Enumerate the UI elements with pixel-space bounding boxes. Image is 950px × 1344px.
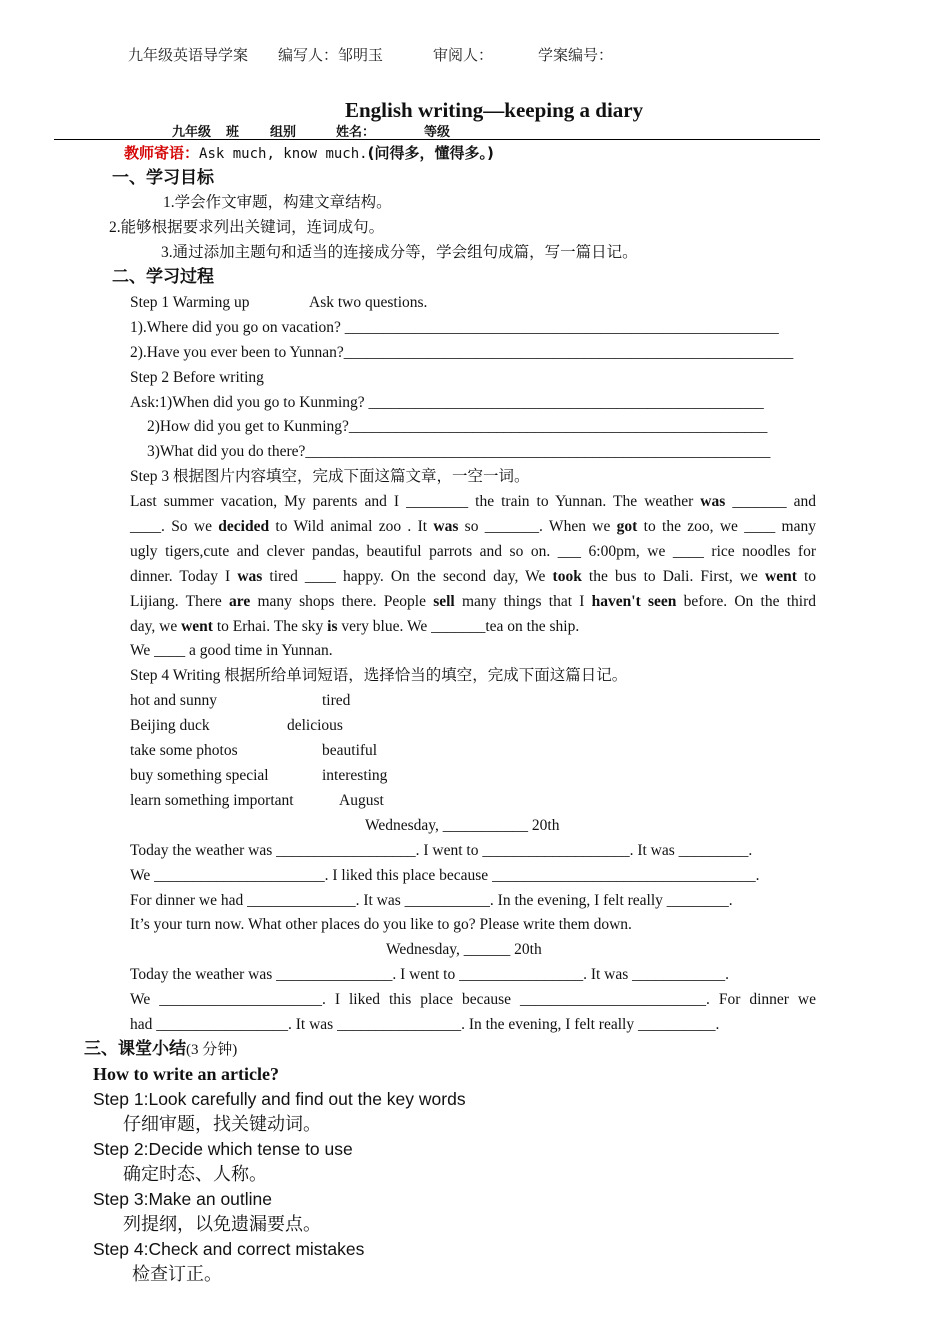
goal-2: 2.能够根据要求列出关键词，连词成句。 (109, 219, 385, 236)
info-group: 组别 (270, 125, 297, 140)
ask-3: 3)What did you do there?____________________________________________________________ (147, 443, 771, 460)
question-2: 2).Have you ever been to Yunnan?__________________________________________________________ (130, 344, 794, 361)
summary-step-en: Step 4:Check and correct mistakes (93, 1239, 365, 1259)
step1-task: Ask two questions. (309, 294, 428, 311)
teacher-message-text: Ask much, know much. (199, 146, 368, 162)
summary-step-cn: 列提纲，以免遗漏要点。 (123, 1214, 321, 1234)
word-list-item: interesting (322, 767, 388, 784)
header-case-no: 学案编号： (538, 48, 614, 64)
passage-line: ____. So we decided to Wild animal zoo . It was so _______. When we got to the zoo, we ____ many (130, 518, 816, 535)
diary2-line: had _________________. It was ________________. In the evening, I felt really __________. (130, 1016, 720, 1033)
diary1-date: Wednesday, ___________ 20th (365, 817, 560, 834)
section3-heading: 三、课堂小结(3 分钟) (84, 1039, 238, 1059)
step2-label: Step 2 Before writing (130, 369, 264, 386)
teacher-message-cn: (问得多，懂得多。) (367, 144, 494, 162)
passage-line: ugly tigers,cute and clever pandas, beautiful parrots and so on. ___ 6:00pm, we ____ rice noodles for (130, 543, 816, 560)
word-list-item: buy something special (130, 767, 269, 784)
answer-blank[interactable]: ___________________________________________________ (368, 394, 764, 411)
passage-line: Lijiang. There are many shops there. People sell many things that I haven't seen before. On the third (130, 593, 816, 610)
word-list-item: beautiful (322, 742, 378, 759)
summary-step-cn: 仔细审题，找关键动词。 (123, 1114, 321, 1134)
teacher-message (124, 143, 494, 164)
section2-heading: 二、学习过程 (112, 267, 214, 287)
your-turn-prompt: It’s your turn now. What other places do you like to go? Please write them down. (130, 916, 632, 933)
step3-label: Step 3 根据图片内容填空，完成下面这篇文章，一空一词。 (130, 468, 530, 485)
diary2-line: We _____________________. I liked this place because ________________________. For dinner we (130, 991, 816, 1008)
word-list-item: delicious (287, 717, 343, 734)
diary1-line: For dinner we had ______________. It was ___________. In the evening, I felt really ________. (130, 892, 733, 909)
answer-blank[interactable]: ________________________________________________________ (344, 319, 779, 336)
summary-step-cn: 检查订正。 (132, 1264, 222, 1284)
answer-blank[interactable]: __________________________________________________________ (343, 344, 794, 361)
diary2-date: Wednesday, ______ 20th (386, 941, 542, 958)
summary-step-en: Step 2:Decide which tense to use (93, 1139, 353, 1159)
word-list-item: Beijing duck (130, 717, 210, 734)
summary-step-en: Step 1:Look carefully and find out the key words (93, 1089, 466, 1109)
passage-line: We ____ a good time in Yunnan. (130, 642, 333, 659)
diary1-line: Today the weather was __________________. I went to ___________________. It was _________. (130, 842, 753, 859)
diary2-line: Today the weather was _______________. I went to ________________. It was ____________. (130, 966, 730, 983)
word-list-item: take some photos (130, 742, 238, 759)
info-level: 等级 (424, 125, 451, 140)
title-rule (54, 139, 820, 140)
word-list-item: hot and sunny (130, 692, 217, 709)
answer-blank[interactable]: ______________________________________________________ (348, 418, 768, 435)
info-class: 班 (226, 125, 240, 140)
info-name: 姓名： (336, 125, 376, 140)
word-list-item: learn something important (130, 792, 294, 809)
ask-2: 2)How did you get to Kunming?______________________________________________________ (147, 418, 768, 435)
word-list-item: tired (322, 692, 351, 709)
question-1: 1).Where did you go on vacation? ________________________________________________________ (130, 319, 779, 336)
answer-blank[interactable]: ____________________________________________________________ (305, 443, 771, 460)
page-title: English writing—keeping a diary (345, 98, 644, 122)
word-list-item: August (339, 792, 384, 809)
section1-heading: 一、学习目标 (112, 168, 214, 188)
summary-step-en: Step 3:Make an outline (93, 1189, 273, 1209)
header-reviewer: 审阅人： (433, 48, 494, 64)
step4-label: Step 4 Writing 根据所给单词短语，选择恰当的填空，完成下面这篇日记。 (130, 667, 628, 684)
diary1-line: We ______________________. I liked this place because __________________________________. (130, 867, 760, 884)
summary-question: How to write an article? (93, 1064, 279, 1084)
step1-label: Step 1 Warming up (130, 294, 250, 311)
teacher-message-label: 教师寄语： (124, 144, 200, 162)
goal-1: 1.学会作文审题，构建文章结构。 (163, 194, 392, 211)
summary-step-cn: 确定时态、人称。 (123, 1164, 267, 1184)
info-grade: 九年级 (172, 125, 212, 140)
passage-line: dinner. Today I was tired ____ happy. On the second day, We took the bus to Dali. First, we went to (130, 568, 817, 585)
passage-line: day, we went to Erhai. The sky is very blue. We _______tea on the ship. (130, 618, 580, 635)
header-author: 编写人：邹明玉 (278, 48, 384, 64)
ask-1: Ask:1)When did you go to Kunming? ___________________________________________________ (130, 394, 764, 411)
passage-line: Last summer vacation, My parents and I ________ the train to Yunnan. The weather was _______ and (130, 493, 816, 510)
header-course: 九年级英语导学案 (128, 48, 249, 64)
goal-3: 3.通过添加主题句和适当的连接成分等，学会组句成篇，写一篇日记。 (161, 244, 638, 261)
